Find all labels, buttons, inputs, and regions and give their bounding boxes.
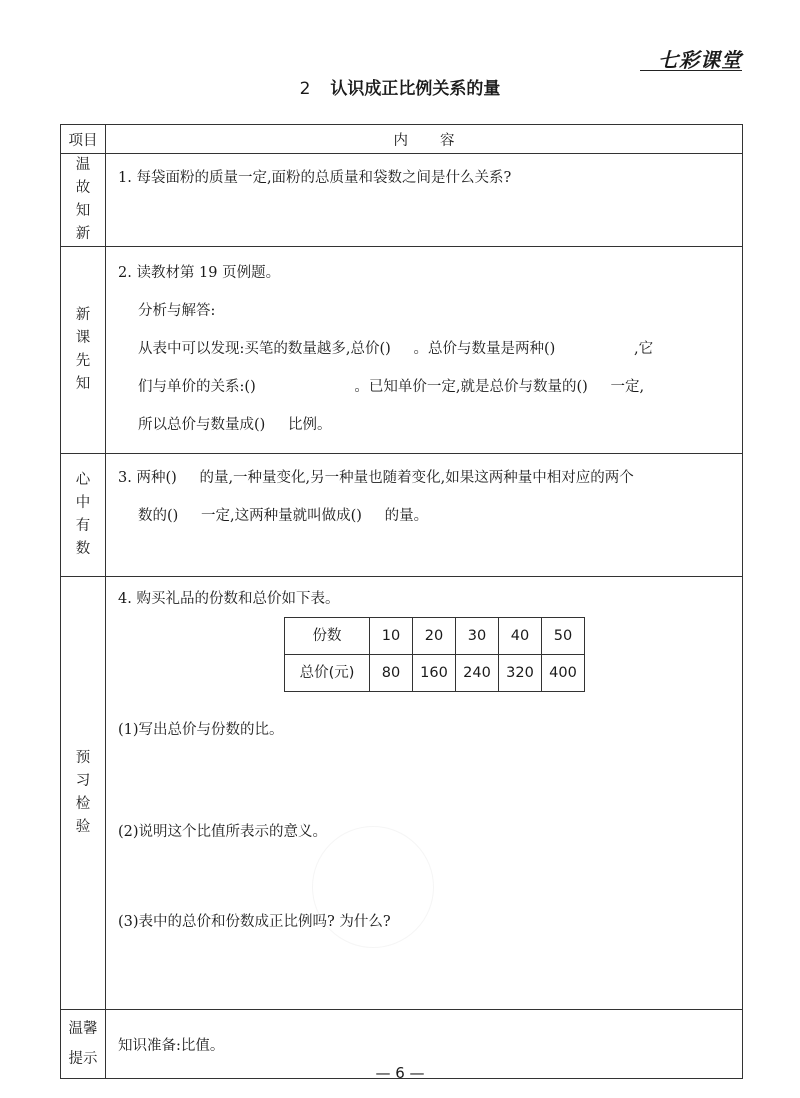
total-price-cell: 160: [413, 655, 456, 692]
preview-text: 比例。: [288, 417, 332, 433]
quantity-row: [285, 618, 585, 655]
answer-blank[interactable]: [165, 468, 199, 488]
mind-text: 3. 两种: [118, 470, 166, 486]
answer-blank[interactable]: [577, 377, 611, 397]
check-row: [61, 577, 743, 1010]
analysis-label: 分析与解答:: [138, 303, 216, 319]
mind-row: [61, 454, 743, 577]
page-number: — 6 —: [375, 1064, 425, 1082]
watermark-stamp: [312, 826, 434, 948]
answer-blank[interactable]: [544, 339, 634, 359]
preview-text: 所以总价与数量成: [138, 417, 254, 433]
page-title: [0, 74, 800, 99]
preview-text: 们与单价的关系:: [138, 379, 245, 395]
answer-blank[interactable]: [351, 506, 385, 526]
quantity-header: 份数: [285, 618, 370, 655]
title-text: 认识成正比例关系的量: [330, 79, 501, 99]
tips-label: 温馨提示: [68, 1021, 98, 1067]
gift-price-table: [284, 617, 585, 692]
total-price-header: 总价(元): [285, 655, 370, 692]
review-row: [61, 154, 743, 247]
preview-row: [61, 247, 743, 454]
preview-text: 。总价与数量是两种: [413, 341, 544, 357]
mind-text: 的量,一种量变化,另一种量也随着变化,如果这两种量中相对应的两个: [199, 470, 634, 486]
preview-label: 新课先知: [75, 307, 91, 392]
sub-question-3: (3)表中的总价和份数成正比例吗? 为什么?: [118, 914, 391, 930]
review-label: 温故知新: [75, 157, 91, 242]
total-price-cell: 240: [456, 655, 499, 692]
mind-line-1: [118, 468, 732, 488]
mind-content-cell: [106, 454, 743, 577]
quantity-cell: 20: [413, 618, 456, 655]
brand-underline: [640, 70, 742, 71]
review-content-cell: [106, 154, 743, 247]
mind-label: 心中有数: [75, 472, 91, 557]
preview-text: 一定,: [610, 379, 645, 395]
answer-blank[interactable]: [254, 415, 288, 435]
mind-text: 的量。: [384, 508, 429, 524]
preview-line-1: [118, 339, 732, 359]
check-label-cell: [61, 577, 106, 1010]
quantity-cell: 40: [499, 618, 542, 655]
tips-text: 知识准备:比值。: [118, 1037, 225, 1054]
preview-text: 。已知单价一定,就是总价与数量的: [354, 379, 577, 395]
preview-text: ,它: [634, 341, 654, 357]
preview-text: 从表中可以发现:买笔的数量越多,总价: [138, 341, 380, 357]
check-content-cell: [106, 577, 743, 1010]
sub-question-2: (2)说明这个比值所表示的意义。: [118, 824, 328, 840]
total-price-cell: 80: [370, 655, 413, 692]
title-number: 2: [299, 79, 311, 99]
header-item-label: 项目: [68, 132, 98, 149]
total-price-cell: 400: [542, 655, 585, 692]
mind-text: 数的: [138, 508, 167, 524]
question-4: 4. 购买礼品的份数和总价如下表。: [118, 591, 340, 607]
brand-logo: 七彩课堂: [658, 48, 742, 72]
mind-line-2: [118, 506, 732, 526]
total-price-row: [285, 655, 585, 692]
header-row: [61, 125, 743, 154]
preview-line-2: [118, 377, 732, 397]
mind-text: 一定,这两种量就叫做成: [201, 508, 351, 524]
quantity-cell: 30: [456, 618, 499, 655]
header-item-cell: [61, 125, 106, 154]
answer-blank[interactable]: [167, 506, 201, 526]
preview-line-3: [118, 415, 732, 435]
header-content-cell: [106, 125, 743, 154]
question-1: 1. 每袋面粉的质量一定,面粉的总质量和袋数之间是什么关系?: [118, 170, 512, 186]
answer-blank[interactable]: [380, 339, 414, 359]
sub-question-1: (1)写出总价与份数的比。: [118, 722, 284, 738]
header-content-label: 内容: [393, 132, 487, 149]
preview-content-cell: [106, 247, 743, 454]
answer-blank[interactable]: [244, 377, 354, 397]
check-label: 预习检验: [75, 750, 91, 835]
mind-label-cell: [61, 454, 106, 577]
quantity-cell: 10: [370, 618, 413, 655]
question-2: 2. 读教材第 19 页例题。: [118, 265, 281, 281]
quantity-cell: 50: [542, 618, 585, 655]
total-price-cell: 320: [499, 655, 542, 692]
review-label-cell: [61, 154, 106, 247]
preview-label-cell: [61, 247, 106, 454]
